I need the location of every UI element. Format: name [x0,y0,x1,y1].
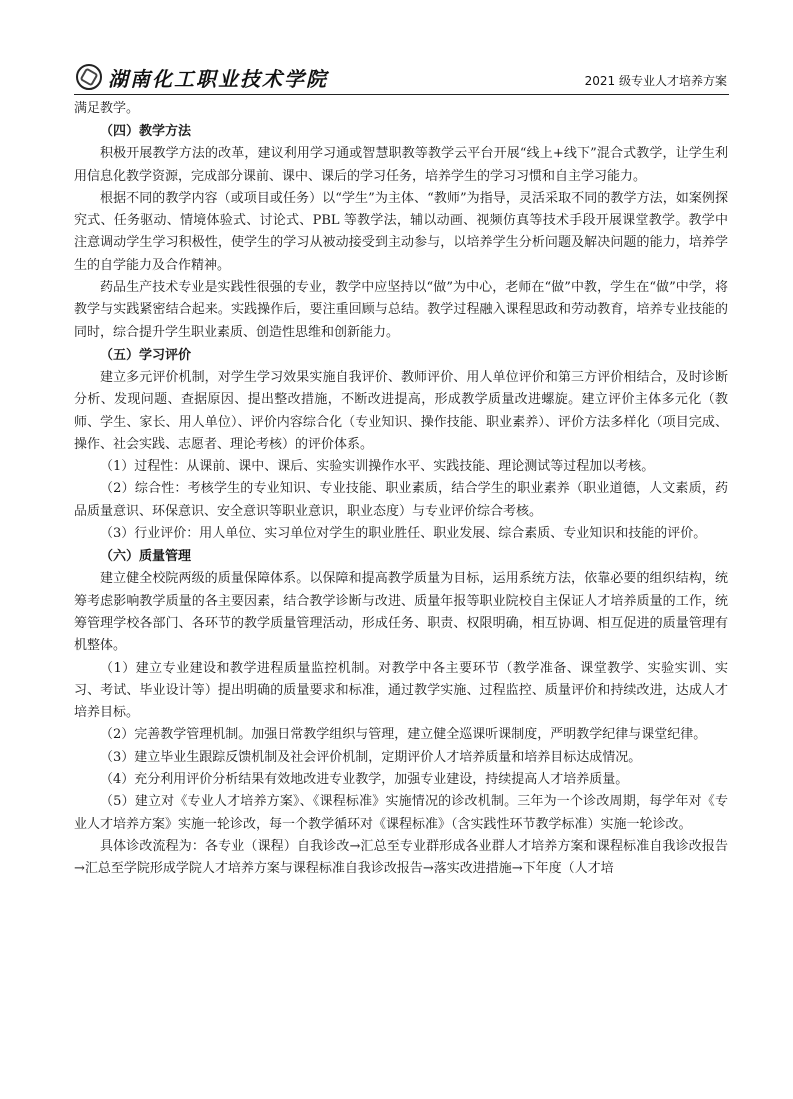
paragraph: 建立多元评价机制，对学生学习效果实施自我评价、教师评价、用人单位评价和第三方评价相结合，及时诊断分析、发现问题、查据原因、提出整改措施，不断改进提高，形成教学质量改进螺旋。建立评价主体多元化（教师、学生、家长、用人单位）、评价内容综合化（专业知识、操作技能、职业素养）、评价方法多样化（项目完成、操作、社会实践、志愿者、理论考核）的评价体系。 [74,369,728,452]
paragraph: 建立健全校院两级的质量保障体系。以保障和提高教学质量为目标，运用系统方法，依靠必要的组织结构，统筹考虑影响教学质量的各主要因素，结合教学诊断与改进、质量年报等职业院校自主保证人才培养质量的工作，统筹管理学校各部门、各环节的教学质量管理活动，形成任务、职责、权限明确，相互协调、相互促进的质量管理有机整体。 [74,571,728,654]
paragraph: （5）建立对《专业人才培养方案》、《课程标准》实施情况的诊改机制。三年为一个诊改周期，每学年对《专业人才培养方案》实施一轮诊改，每一个教学循环对《课程标准》（含实践性环节教学标准）实施一轮诊改。 [74,794,728,832]
paragraph: （2）综合性：考核学生的专业知识、专业技能、职业素质，结合学生的职业素养（职业道德，人文素质，药品质量意识、环保意识、安全意识等职业意识，职业态度）与专业评价综合考核。 [74,481,728,519]
section-heading-learning-evaluation: （五）学习评价 [100,347,192,363]
paragraph: 积极开展教学方法的改革，建议利用学习通或智慧职教等教学云平台开展“线上+线下”混合式教学，让学生利用信息化教学资源，完成部分课前、课中、课后的学习任务，培养学生的学习习惯和自主学习能力。 [74,146,728,184]
school-logo-icon [76,64,102,90]
paragraph: （3）行业评价：用人单位、实习单位对学生的职业胜任、职业发展、综合素质、专业知识和技能的评价。 [100,526,707,542]
paragraph: 具体诊改流程为：各专业（课程）自我诊改→汇总至专业群形成各业群人才培养方案和课程标准自我诊改报告→汇总至学院形成学院人才培养方案与课程标准自我诊改报告→落实改进措施→下年度（人才培 [74,838,728,877]
section-heading-teaching-methods: （四）教学方法 [100,124,192,140]
document-body [74,98,728,881]
paragraph: （1）建立专业建设和教学进程质量监控机制。对教学中各主要环节（教学准备、课堂教学、实验实训、实习、考试、毕业设计等）提出明确的质量要求和标准，通过教学实施、过程监控、质量评价和持续改进，达成人才培养目标。 [74,660,728,721]
paragraph: （1）过程性：从课前、课中、课后、实验实训操作水平、实践技能、理论测试等过程加以考核。 [100,459,655,475]
paragraph: 根据不同的教学内容（或项目或任务）以“学生”为主体、“教师”为指导，灵活采取不同的教学方法，如案例探究式、任务驱动、情境体验式、讨论式、PBL 等教学法，辅以动画、视频仿真等技术手段开展课堂教学。教学中注意调动学生学习积极性，使学生的学习从被动接受到主动参与，以培养学生分析问题及解决问题的能力，培养学生的自学能力及合作精神。 [74,190,728,273]
paragraph: （3）建立毕业生跟踪反馈机制及社会评价机制，定期评价人才培养质量和培养目标达成情况。 [100,749,642,765]
section-heading-quality-management: （六）质量管理 [100,549,192,565]
paragraph: （2）完善教学管理机制。加强日常教学组织与管理，建立健全巡课听课制度，严明教学纪律与课堂纪律。 [100,727,707,743]
paragraph: 满足教学。 [74,101,140,116]
page-header [74,60,729,95]
plan-title: 2021 级专业人才培养方案 [584,74,727,88]
school-name: 湖南化工职业技术学院 [108,67,328,91]
paragraph: （4）充分利用评价分析结果有效地改进专业教学，加强专业建设，持续提高人才培养质量。 [100,772,629,788]
paragraph: 药品生产技术专业是实践性很强的专业，教学中应坚持以“做”为中心，老师在“做”中教，学生在“做”中学，将教学与实践紧密结合起来。实践操作后，要注重回顾与总结。教学过程融入课程思政和劳动教育，培养专业技能的同时，综合提升学生职业素质、创造性思维和创新能力。 [74,280,728,340]
